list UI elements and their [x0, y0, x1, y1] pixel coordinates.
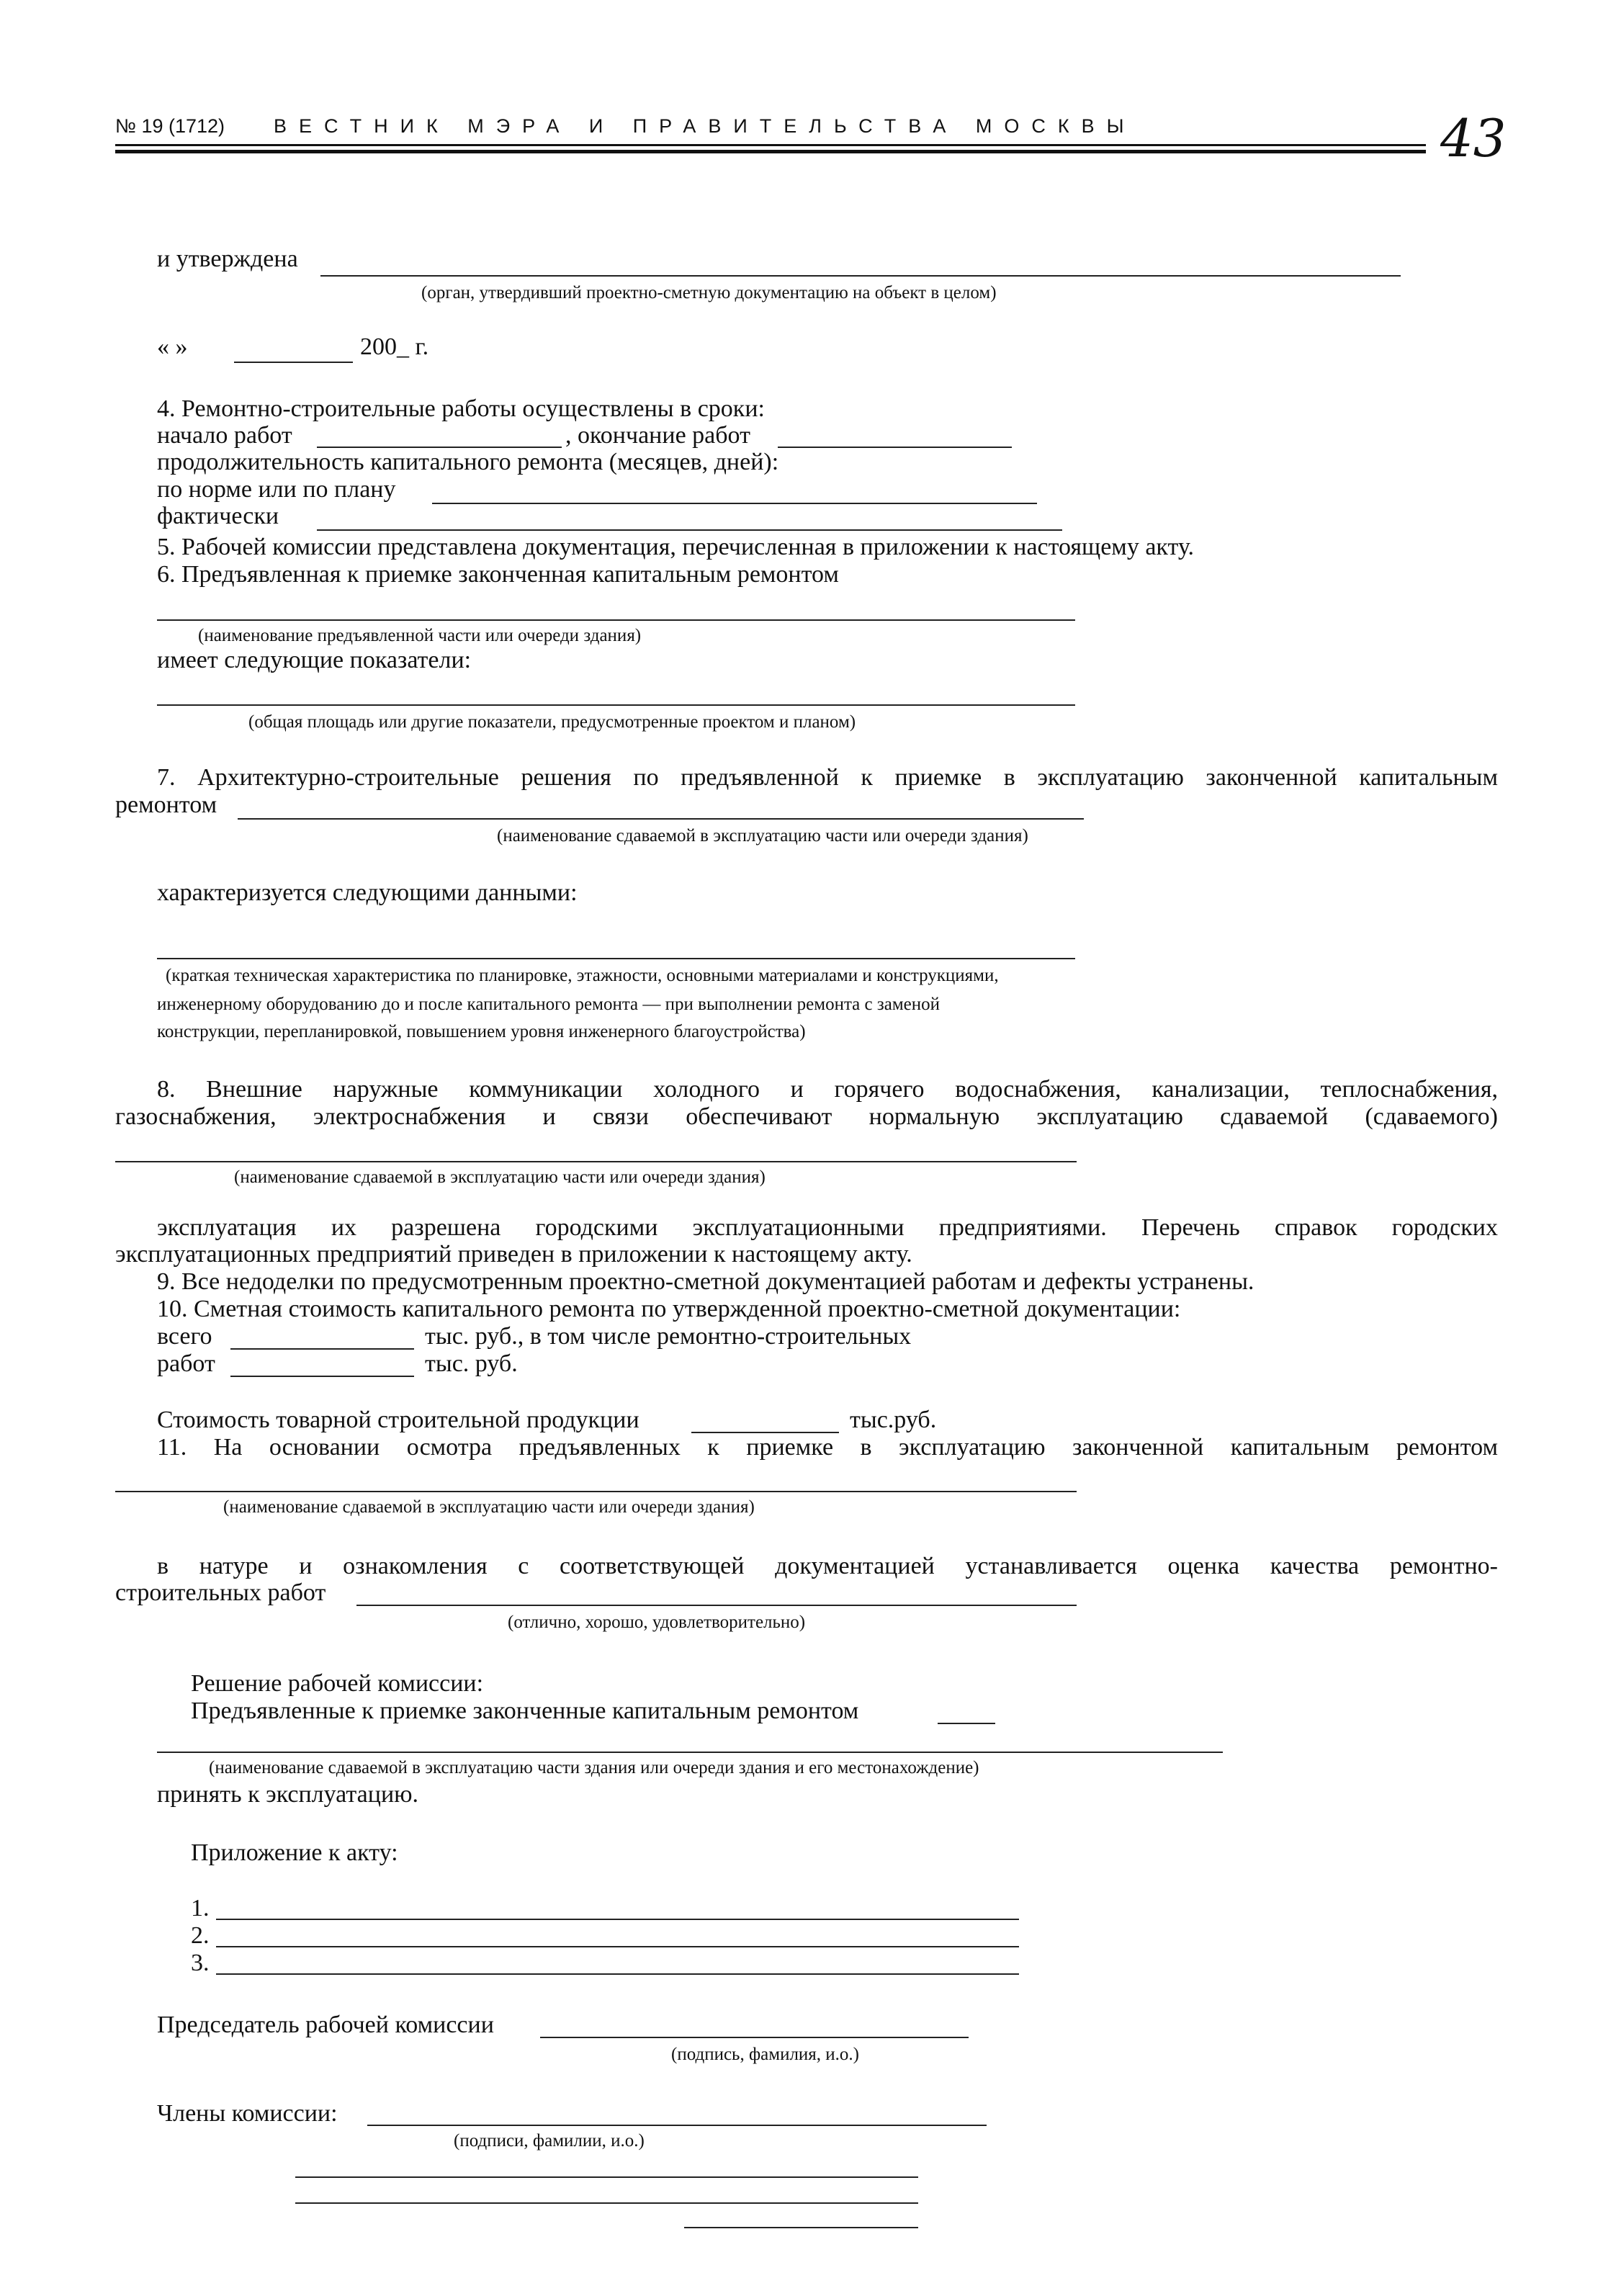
date-year: 200_ г. — [360, 333, 429, 360]
section-11-line3: строительных работ — [115, 1579, 326, 1606]
members-hint: (подписи, фамилии, и.о.) — [454, 2131, 645, 2151]
section-11-hint: (наименование сдаваемой в эксплуатацию части или очереди здания) — [223, 1497, 755, 1517]
members-line-4[interactable] — [684, 2227, 918, 2228]
appendix-item-2: 2. — [191, 1922, 210, 1949]
works-unit: тыс. руб. — [425, 1350, 518, 1377]
norm-line[interactable] — [432, 503, 1037, 504]
decision-hint: (наименование сдаваемой в эксплуатацию части здания или очереди здания и его местонахождение) — [209, 1758, 979, 1777]
section-5: 5. Рабочей комиссии представлена документация, перечисленная в приложении к настоящему акту. — [157, 534, 1194, 560]
works-line[interactable] — [230, 1376, 414, 1377]
chair-hint: (подпись, фамилия, и.о.) — [671, 2045, 860, 2064]
section-8-hint: (наименование сдаваемой в эксплуатацию части или очереди здания) — [234, 1167, 766, 1187]
section-8-line3: эксплуатация их разрешена городскими эксплуатационными предприятиями. Перечень справок городских — [157, 1214, 1498, 1241]
actual-line[interactable] — [317, 529, 1062, 531]
header-rule-bottom — [115, 150, 1426, 153]
goods-unit: тыс.руб. — [850, 1407, 937, 1433]
members-label: Члены комиссии: — [157, 2100, 338, 2127]
start-label: начало работ — [157, 422, 292, 449]
total-unit: тыс. руб., в том числе ремонтно-строительных — [425, 1323, 912, 1350]
actual-label: фактически — [157, 503, 279, 529]
end-label: , окончание работ — [565, 422, 750, 449]
appendix-item-1: 1. — [191, 1895, 210, 1921]
total-label: всего — [157, 1323, 212, 1350]
works-label: работ — [157, 1350, 215, 1377]
section-4-title: 4. Ремонтно-строительные работы осуществлены в сроки: — [157, 395, 765, 422]
section-6: 6. Предъявленная к приемке законченная капитальным ремонтом — [157, 561, 839, 588]
goods-label: Стоимость товарной строительной продукции — [157, 1407, 639, 1433]
approved-hint: (орган, утвердивший проектно-сметную документацию на объект в целом) — [421, 283, 997, 302]
section-7-line1: 7. Архитектурно-строительные решения по предъявленной к приемке в эксплуатацию законченной капитальным — [157, 764, 1498, 791]
date-month-line[interactable] — [234, 362, 353, 363]
norm-label: по норме или по плану — [157, 476, 396, 503]
section-11: 11. На основании осмотра предъявленных к приемке в эксплуатацию законченной капитальным ремонтом — [157, 1434, 1498, 1461]
section-8-line4: эксплуатационных предприятий приведен в приложении к настоящему акту. — [115, 1241, 912, 1268]
total-line[interactable] — [230, 1348, 414, 1350]
approved-line[interactable] — [320, 275, 1401, 277]
characteristics-hint-1: (краткая техническая характеристика по планировке, этажности, основными материалами и конструкциями, — [166, 966, 999, 985]
date-quotes: « » — [157, 333, 188, 360]
section-7-hint: (наименование сдаваемой в эксплуатацию части или очереди здания) — [497, 826, 1028, 846]
appendix-line-3[interactable] — [216, 1973, 1019, 1975]
section-9: 9. Все недоделки по предусмотренным проектно-сметной документацией работам и дефекты устранены. — [157, 1268, 1254, 1295]
section-7-line2: ремонтом — [115, 792, 217, 818]
indicators-label: имеет следующие показатели: — [157, 647, 472, 673]
members-line-3[interactable] — [295, 2202, 918, 2204]
end-line[interactable] — [778, 447, 1012, 448]
indicators-line[interactable] — [157, 704, 1075, 706]
indicators-hint: (общая площадь или другие показатели, предусмотренные проектом и планом) — [248, 712, 856, 732]
section-8-line[interactable] — [115, 1161, 1077, 1162]
section-8-line2: газоснабжения, электроснабжения и связи обеспечивают нормальную эксплуатацию сдаваемой (сдаваемого) — [115, 1103, 1498, 1130]
duration-label: продолжительность капитального ремонта (месяцев, дней): — [157, 449, 779, 475]
decision-title: Решение рабочей комиссии: — [191, 1670, 484, 1697]
quality-hint: (отлично, хорошо, удовлетворительно) — [508, 1613, 806, 1632]
section-11-line2: в натуре и ознакомления с соответствующей документацией устанавливается оценка качества ремонтно- — [157, 1553, 1498, 1579]
section-7-line[interactable] — [238, 818, 1084, 820]
appendix-title: Приложение к акту: — [191, 1839, 398, 1866]
characteristics-label: характеризуется следующими данными: — [157, 879, 578, 906]
section-6-line[interactable] — [157, 619, 1075, 621]
decision-short-line[interactable] — [938, 1723, 995, 1724]
members-line-1[interactable] — [367, 2125, 987, 2126]
characteristics-hint-3: конструкции, перепланировкой, повышением уровня инженерного благоустройства) — [157, 1022, 806, 1041]
decision-text: Предъявленные к приемке законченные капитальным ремонтом — [191, 1698, 859, 1724]
characteristics-hint-2: инженерному оборудованию до и после капитального ремонта — при выполнении ремонта с заменой — [157, 995, 941, 1014]
members-line-2[interactable] — [295, 2176, 918, 2178]
appendix-line-2[interactable] — [216, 1946, 1019, 1947]
page-number: 43 — [1440, 108, 1507, 169]
issue-number: № 19 (1712) — [115, 115, 225, 137]
section-6-hint: (наименование предъявленной части или очереди здания) — [198, 626, 642, 645]
decision-line[interactable] — [157, 1752, 1223, 1753]
chair-label: Председатель рабочей комиссии — [157, 2012, 494, 2038]
journal-title: ВЕСТНИК МЭРА И ПРАВИТЕЛЬСТВА МОСКВЫ — [274, 115, 1136, 137]
approved-label: и утверждена — [157, 246, 298, 272]
section-8-line1: 8. Внешние наружные коммуникации холодного и горячего водоснабжения, канализации, теплоснабжения, — [157, 1076, 1498, 1103]
header-rule-top — [115, 144, 1426, 146]
characteristics-line[interactable] — [157, 958, 1075, 959]
appendix-line-1[interactable] — [216, 1919, 1019, 1920]
decision-accept: принять к эксплуатацию. — [157, 1781, 419, 1808]
section-11-line[interactable] — [115, 1491, 1077, 1492]
section-10: 10. Сметная стоимость капитального ремонта по утвержденной проектно-сметной документации: — [157, 1296, 1181, 1322]
chair-signature-line[interactable] — [540, 2037, 969, 2038]
quality-line[interactable] — [356, 1605, 1077, 1606]
appendix-item-3: 3. — [191, 1950, 210, 1976]
